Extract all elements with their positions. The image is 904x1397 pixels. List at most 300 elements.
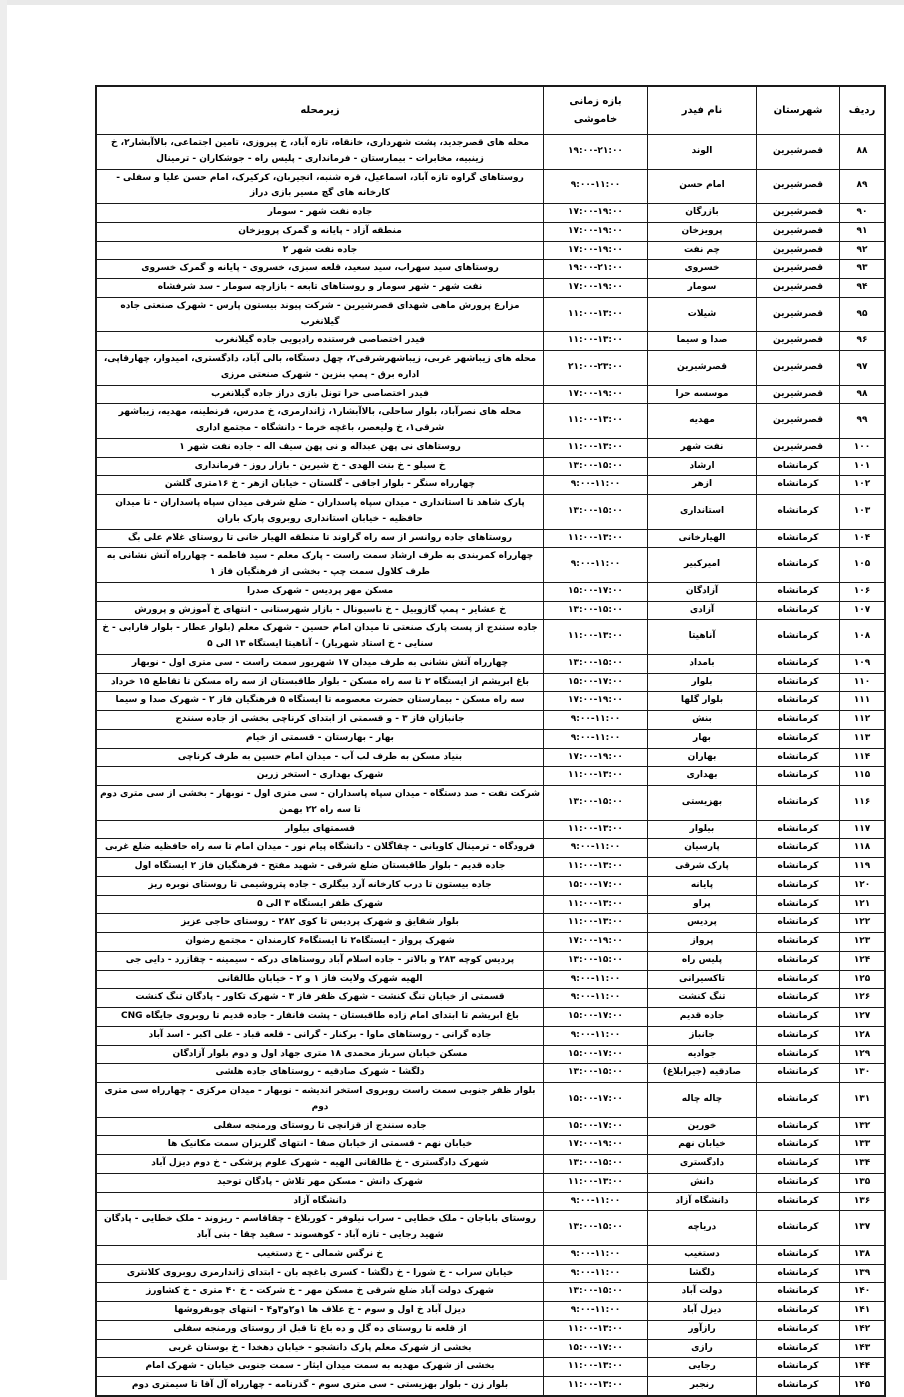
county-cell: قصرشیرین: [757, 351, 840, 386]
sub-neighborhood-cell: جاده قدیم - بلوار طاقبستان ضلع شرقی - شهید مفتح - فرهنگیان فاز ۲ ایستگاه اول: [96, 858, 544, 877]
feeder-name-cell: آناهیتا: [648, 620, 757, 655]
sub-neighborhood-cell: جاده گرانی - روستاهای ماوا - برکنار - گرانی - قلعه قباد - علی اکبر - اسد آباد: [96, 1026, 544, 1045]
sub-neighborhood-cell: شهرک دادگستری - خ طالقانی الهیه - شهرک علوم پزشکی - خ دوم دیزل آباد: [96, 1155, 544, 1174]
row-number-cell: ۱۱۲: [840, 711, 886, 730]
sub-neighborhood-cell: باغ ابریشم از ایستگاه ۲ تا سه راه مسکن - بلوار طاقبستان از سه راه مسکن تا تقاطع ۱۵ خرداد: [96, 673, 544, 692]
table-row: [96, 914, 885, 933]
row-number-cell: ۹۹: [840, 404, 886, 439]
table-row: [96, 933, 885, 952]
sub-neighborhood-cell: سه راه مسکن - بیمارستان حضرت معصومه تا ایستگاه ۵ فرهنگیان فاز ۲ - شهرک صدا و سیما: [96, 692, 544, 711]
feeder-name-cell: نفت شهر: [648, 438, 757, 457]
outage-time-cell: ۱۷:۰۰-۱۹:۰۰: [544, 241, 648, 260]
table-row: [96, 654, 885, 673]
county-cell: کرمانشاه: [757, 933, 840, 952]
table-row: [96, 970, 885, 989]
row-number-cell: ۱۴۵: [840, 1377, 886, 1396]
feeder-name-cell: پایانه: [648, 876, 757, 895]
row-number-cell: ۱۱۵: [840, 767, 886, 786]
outage-time-cell: ۱۳:۰۰-۱۵:۰۰: [544, 495, 648, 530]
row-number-cell: ۹۴: [840, 279, 886, 298]
sub-neighborhood-cell: پارک شاهد تا استانداری - میدان سپاه پاسداران - ضلع شرقی میدان سپاه پاسداران - تا میدان حافظیه - خیابان استانداری روبروی پارک باران: [96, 495, 544, 530]
outage-time-cell: ۱۱:۰۰-۱۳:۰۰: [544, 404, 648, 439]
feeder-name-cell: دولت آباد: [648, 1283, 757, 1302]
sub-neighborhood-cell: بلوار شقایق و شهرک پردیس تا کوی ۲۸۲ - روستای حاجی عزیز: [96, 914, 544, 933]
table-row: [96, 1083, 885, 1118]
outage-time-cell: ۹:۰۰-۱۱:۰۰: [544, 476, 648, 495]
county-cell: کرمانشاه: [757, 1320, 840, 1339]
feeder-name-cell: الوند: [648, 135, 757, 170]
outage-time-cell: ۹:۰۰-۱۱:۰۰: [544, 1192, 648, 1211]
county-cell: کرمانشاه: [757, 858, 840, 877]
county-cell: کرمانشاه: [757, 1283, 840, 1302]
table-row: [96, 204, 885, 223]
outage-time-cell: ۱۷:۰۰-۱۹:۰۰: [544, 1136, 648, 1155]
sub-neighborhood-cell: دیزل آباد خ اول و سوم - خ علاف ها ۱و۲و۳و۴ - انتهای چوبفروشها: [96, 1302, 544, 1321]
county-cell: کرمانشاه: [757, 692, 840, 711]
feeder-name-cell: رجایی: [648, 1358, 757, 1377]
table-row: [96, 895, 885, 914]
county-cell: کرمانشاه: [757, 1377, 840, 1396]
header-row: [96, 86, 885, 135]
county-cell: کرمانشاه: [757, 654, 840, 673]
sub-neighborhood-cell: روستاهای گراوه تازه آباد، اسماعیل، قره شنبه، انجیربان، کرکیرک، امام حسن علیا و سفلی - کارخانه های گچ مسیر بازی دراز: [96, 169, 544, 204]
feeder-name-cell: ازهر: [648, 476, 757, 495]
sub-neighborhood-cell: نفت شهر - شهر سومار و روستاهای تابعه - بازارچه سومار - سد شرفشاه: [96, 279, 544, 298]
table-row: [96, 1283, 885, 1302]
outage-time-cell: ۹:۰۰-۱۱:۰۰: [544, 1302, 648, 1321]
county-cell: کرمانشاه: [757, 786, 840, 821]
county-cell: کرمانشاه: [757, 914, 840, 933]
outage-time-cell: ۱۳:۰۰-۱۵:۰۰: [544, 601, 648, 620]
table-row: [96, 404, 885, 439]
sub-neighborhood-cell: خ عشایر - پمپ گازوییل - خ ناسیونال - بازار شهرستانی - انتهای خ آموزش و پرورش: [96, 601, 544, 620]
outage-time-cell: ۱۷:۰۰-۱۹:۰۰: [544, 748, 648, 767]
outage-time-cell: ۱۷:۰۰-۱۹:۰۰: [544, 204, 648, 223]
county-cell: قصرشیرین: [757, 260, 840, 279]
feeder-name-cell: دلگشا: [648, 1264, 757, 1283]
table-row: [96, 495, 885, 530]
row-number-cell: ۱۳۰: [840, 1064, 886, 1083]
row-number-cell: ۹۳: [840, 260, 886, 279]
table-row: [96, 767, 885, 786]
table-row: [96, 169, 885, 204]
table-row: [96, 222, 885, 241]
sub-neighborhood-cell: جاده بیستون تا درب کارخانه آرد بیگلری - جاده پتروشیمی تا روستای نوبره ریز: [96, 876, 544, 895]
county-cell: کرمانشاه: [757, 1358, 840, 1377]
row-number-cell: ۱۳۳: [840, 1136, 886, 1155]
sub-neighborhood-cell: شهرک پرواز - ایستگاه۲ تا ایستگاه۶ کارمندان - مجتمع رضوان: [96, 933, 544, 952]
table-row: [96, 601, 885, 620]
outage-time-cell: ۱۳:۰۰-۱۵:۰۰: [544, 1064, 648, 1083]
table-row: [96, 1064, 885, 1083]
outage-time-cell: ۱۱:۰۰-۱۳:۰۰: [544, 438, 648, 457]
feeder-name-cell: پلیس راه: [648, 951, 757, 970]
outage-time-cell: ۱۷:۰۰-۱۹:۰۰: [544, 385, 648, 404]
table-row: [96, 351, 885, 386]
sub-neighborhood-cell: بلوار زن - بلوار بهزیستی - سی متری سوم - گذرنامه - چهارراه آل آقا تا سیمتری دوم: [96, 1377, 544, 1396]
header-sub-neighborhood: زیرمحله: [96, 86, 544, 135]
page-edge-left: [0, 0, 7, 1280]
county-cell: قصرشیرین: [757, 297, 840, 332]
county-cell: کرمانشاه: [757, 876, 840, 895]
outage-time-cell: ۱۵:۰۰-۱۷:۰۰: [544, 1083, 648, 1118]
sub-neighborhood-cell: خ نرگس شمالی - خ دستغیب: [96, 1245, 544, 1264]
table-row: [96, 786, 885, 821]
county-cell: کرمانشاه: [757, 748, 840, 767]
county-cell: کرمانشاه: [757, 1083, 840, 1118]
county-cell: قصرشیرین: [757, 222, 840, 241]
table-row: [96, 1320, 885, 1339]
outage-time-cell: ۱۳:۰۰-۱۵:۰۰: [544, 951, 648, 970]
county-cell: قصرشیرین: [757, 279, 840, 298]
county-cell: کرمانشاه: [757, 1136, 840, 1155]
feeder-name-cell: صدا و سیما: [648, 332, 757, 351]
table-row: [96, 1155, 885, 1174]
table-body: [96, 135, 885, 1396]
sub-neighborhood-cell: روستاهای نی پهن عبداله و نی پهن سیف اله - جاده نفت شهر ۱: [96, 438, 544, 457]
county-cell: کرمانشاه: [757, 951, 840, 970]
table-row: [96, 820, 885, 839]
row-number-cell: ۱۰۰: [840, 438, 886, 457]
table-row: [96, 711, 885, 730]
sub-neighborhood-cell: دانشگاه آزاد: [96, 1192, 544, 1211]
row-number-cell: ۸۸: [840, 135, 886, 170]
outage-time-cell: ۱۵:۰۰-۱۷:۰۰: [544, 582, 648, 601]
table-row: [96, 1302, 885, 1321]
sub-neighborhood-cell: بهار - بهارستان - قسمتی از خیام: [96, 729, 544, 748]
county-cell: کرمانشاه: [757, 1264, 840, 1283]
table-row: [96, 1245, 885, 1264]
feeder-name-cell: قصرشیرین: [648, 351, 757, 386]
outage-time-cell: ۱۱:۰۰-۱۳:۰۰: [544, 858, 648, 877]
row-number-cell: ۱۲۴: [840, 951, 886, 970]
row-number-cell: ۱۳۲: [840, 1117, 886, 1136]
county-cell: کرمانشاه: [757, 1045, 840, 1064]
row-number-cell: ۱۴۲: [840, 1320, 886, 1339]
row-number-cell: ۱۳۹: [840, 1264, 886, 1283]
county-cell: کرمانشاه: [757, 529, 840, 548]
county-cell: کرمانشاه: [757, 970, 840, 989]
outage-time-cell: ۱۱:۰۰-۱۳:۰۰: [544, 1173, 648, 1192]
county-cell: قصرشیرین: [757, 385, 840, 404]
outage-time-cell: ۹:۰۰-۱۱:۰۰: [544, 839, 648, 858]
sub-neighborhood-cell: روستاهای سید سهراب، سید سعید، قلعه سبزی، خسروی - پایانه و گمرک خسروی: [96, 260, 544, 279]
outage-time-cell: ۱۱:۰۰-۱۳:۰۰: [544, 895, 648, 914]
row-number-cell: ۱۲۲: [840, 914, 886, 933]
sub-neighborhood-cell: باغ ابریشم تا ابتدای امام زاده طاقبستان - پشت فانفار - جاده قدیم تا روبروی جایگاه CNG: [96, 1008, 544, 1027]
sub-neighborhood-cell: پردیس کوچه ۲۸۳ و بالاتر - جاده اسلام آباد روستاهای درکه - سیمینه - چقازرد - دایی جی: [96, 951, 544, 970]
feeder-name-cell: پردیس: [648, 914, 757, 933]
feeder-name-cell: امیرکبیر: [648, 548, 757, 583]
row-number-cell: ۱۳۱: [840, 1083, 886, 1118]
outage-time-cell: ۱۵:۰۰-۱۷:۰۰: [544, 1045, 648, 1064]
outage-time-cell: ۱۳:۰۰-۱۵:۰۰: [544, 1211, 648, 1246]
feeder-name-cell: ارشاد: [648, 457, 757, 476]
county-cell: کرمانشاه: [757, 495, 840, 530]
row-number-cell: ۱۴۳: [840, 1339, 886, 1358]
table-row: [96, 620, 885, 655]
outage-time-cell: ۹:۰۰-۱۱:۰۰: [544, 548, 648, 583]
sub-neighborhood-cell: فیدر اختصاصی فرستنده رادیویی جاده گیلانغرب: [96, 332, 544, 351]
sub-neighborhood-cell: الهیه شهرک ولایت فاز ۱ و ۲ - خیابان طالقانی: [96, 970, 544, 989]
sub-neighborhood-cell: خیابان نهم - قسمتی از خیابان صفا - انتهای گلریزان سمت مکانیک ها: [96, 1136, 544, 1155]
county-cell: کرمانشاه: [757, 1302, 840, 1321]
sub-neighborhood-cell: شرکت نفت - صد دستگاه - میدان سپاه پاسداران - سی متری اول - نوبهار - بخشی از سی متری دوم تا سه راه ۲۲ بهمن: [96, 786, 544, 821]
outage-time-cell: ۱۵:۰۰-۱۷:۰۰: [544, 1008, 648, 1027]
table-row: [96, 1339, 885, 1358]
row-number-cell: ۱۳۶: [840, 1192, 886, 1211]
outage-time-cell: ۹:۰۰-۱۱:۰۰: [544, 1245, 648, 1264]
outage-time-cell: ۹:۰۰-۱۱:۰۰: [544, 169, 648, 204]
row-number-cell: ۱۱۶: [840, 786, 886, 821]
sub-neighborhood-cell: محله های زیباشهر غربی، زیباشهرشرقی۲، چهل دستگاه، بالی آباد، دادگستری، امیدوار، چهارقاپی، اداره برق - پمپ بنزین - شهرک صنعتی مرزی: [96, 351, 544, 386]
outage-time-cell: ۱۱:۰۰-۱۳:۰۰: [544, 914, 648, 933]
outage-time-cell: ۹:۰۰-۱۱:۰۰: [544, 1264, 648, 1283]
feeder-name-cell: پرویزخان: [648, 222, 757, 241]
row-number-cell: ۹۸: [840, 385, 886, 404]
row-number-cell: ۱۴۰: [840, 1283, 886, 1302]
outage-time-cell: ۲۱:۰۰-۲۳:۰۰: [544, 351, 648, 386]
county-cell: کرمانشاه: [757, 601, 840, 620]
sub-neighborhood-cell: بنیاد مسکن به طرف لب آب - میدان امام حسین به طرف کرناچی: [96, 748, 544, 767]
table-row: [96, 951, 885, 970]
sub-neighborhood-cell: خ سیلو - خ بنت الهدی - خ شیرین - بازار روز - فرمانداری: [96, 457, 544, 476]
row-number-cell: ۹۰: [840, 204, 886, 223]
sub-neighborhood-cell: مسکن مهر پردیس - شهرک صدرا: [96, 582, 544, 601]
outage-time-cell: ۱۳:۰۰-۱۵:۰۰: [544, 786, 648, 821]
sub-neighborhood-cell: از قلعه تا روستای ده گل و ده باغ تا قبل از روستای ورمنجه سفلی: [96, 1320, 544, 1339]
outage-time-cell: ۱۳:۰۰-۱۵:۰۰: [544, 654, 648, 673]
sub-neighborhood-cell: خیابان سراب - خ شورا - خ دلگشا - کسری باغچه بان - ابتدای ژاندارمری روبروی کلانتری: [96, 1264, 544, 1283]
county-cell: قصرشیرین: [757, 241, 840, 260]
feeder-name-cell: رازی: [648, 1339, 757, 1358]
feeder-name-cell: بامداد: [648, 654, 757, 673]
table-row: [96, 1211, 885, 1246]
table-row: [96, 1136, 885, 1155]
county-cell: کرمانشاه: [757, 895, 840, 914]
row-number-cell: ۱۲۷: [840, 1008, 886, 1027]
sub-neighborhood-cell: محله های نصرآباد، بلوار ساحلی، بالاآبشار۱، ژاندارمری، خ مدرس، قرنطینه، مهدیه، زیباشهر شرقی۱، خ ولیعصر، باغچه خرما - دانشگاه - مجتمع اداری: [96, 404, 544, 439]
row-number-cell: ۱۰۶: [840, 582, 886, 601]
outage-time-cell: ۱۷:۰۰-۱۹:۰۰: [544, 933, 648, 952]
table-row: [96, 1026, 885, 1045]
table-row: [96, 839, 885, 858]
county-cell: کرمانشاه: [757, 1155, 840, 1174]
table-row: [96, 279, 885, 298]
row-number-cell: ۹۶: [840, 332, 886, 351]
outage-time-cell: ۹:۰۰-۱۱:۰۰: [544, 711, 648, 730]
header-feeder-name: نام فیدر: [648, 86, 757, 135]
county-cell: کرمانشاه: [757, 989, 840, 1008]
outage-time-cell: ۱۵:۰۰-۱۷:۰۰: [544, 673, 648, 692]
feeder-name-cell: مهدیه: [648, 404, 757, 439]
feeder-name-cell: سومار: [648, 279, 757, 298]
header-row-number: ردیف: [840, 86, 886, 135]
table-row: [96, 260, 885, 279]
feeder-name-cell: جانباز: [648, 1026, 757, 1045]
table-row: [96, 1117, 885, 1136]
county-cell: کرمانشاه: [757, 729, 840, 748]
row-number-cell: ۱۳۷: [840, 1211, 886, 1246]
feeder-name-cell: الهیارخانی: [648, 529, 757, 548]
county-cell: قصرشیرین: [757, 135, 840, 170]
row-number-cell: ۱۰۱: [840, 457, 886, 476]
sub-neighborhood-cell: جاده نفت شهر ۲: [96, 241, 544, 260]
sub-neighborhood-cell: بخشی از شهرک معلم پارک دانشجو - خیابان دهخدا - خ بوستان غربی: [96, 1339, 544, 1358]
outage-time-cell: ۹:۰۰-۱۱:۰۰: [544, 1026, 648, 1045]
feeder-name-cell: بهار: [648, 729, 757, 748]
row-number-cell: ۱۱۹: [840, 858, 886, 877]
sub-neighborhood-cell: جانبازان فاز ۳ - و قسمتی از ابتدای کرناچی بخشی از جاده سنندج: [96, 711, 544, 730]
table-row: [96, 692, 885, 711]
sub-neighborhood-cell: روستای باباجان - ملک خطایی - سراب نیلوفر - کوربلاغ - چقاقاسم - ریزوند - ملک خطایی - پادگان شهید رجایی - تازه آباد - کوهسوند - سفید چقا - بنی آباد: [96, 1211, 544, 1246]
county-cell: کرمانشاه: [757, 767, 840, 786]
row-number-cell: ۱۰۸: [840, 620, 886, 655]
sub-neighborhood-cell: چهارراه سنگر - بلوار اجاقی - گلستان - خیابان ازهر - خ ۱۶متری گلشن: [96, 476, 544, 495]
feeder-name-cell: چم نفت: [648, 241, 757, 260]
row-number-cell: ۱۳۵: [840, 1173, 886, 1192]
feeder-name-cell: رنجبر: [648, 1377, 757, 1396]
row-number-cell: ۱۰۴: [840, 529, 886, 548]
county-cell: کرمانشاه: [757, 820, 840, 839]
county-cell: کرمانشاه: [757, 711, 840, 730]
sub-neighborhood-cell: چهارراه کمربندی به طرف ارشاد سمت راست - پارک معلم - سید فاطمه - چهارراه آتش نشانی به طرف کلاول سمت چپ - بخشی از فرهنگیان فاز ۱: [96, 548, 544, 583]
table-row: [96, 876, 885, 895]
county-cell: قصرشیرین: [757, 169, 840, 204]
feeder-name-cell: جوادیه: [648, 1045, 757, 1064]
table-row: [96, 729, 885, 748]
feeder-name-cell: صادقیه (جیرابلاغ): [648, 1064, 757, 1083]
row-number-cell: ۹۷: [840, 351, 886, 386]
table-row: [96, 241, 885, 260]
header-outage-time: بازه زمانی خاموشی: [544, 86, 648, 135]
outage-time-cell: ۱۳:۰۰-۱۵:۰۰: [544, 1283, 648, 1302]
county-cell: قصرشیرین: [757, 204, 840, 223]
row-number-cell: ۹۵: [840, 297, 886, 332]
sub-neighborhood-cell: محله های قصرجدید، پشت شهرداری، خانقاه، تازه آباد، خ پیروزی، تامین اجتماعی، بالاآبشار۲، خ زینبیه، مخابرات - بیمارستان - فرمانداری - پلیس راه - جوشکاران - ترمینال: [96, 135, 544, 170]
feeder-name-cell: آزادی: [648, 601, 757, 620]
row-number-cell: ۱۱۷: [840, 820, 886, 839]
outage-time-cell: ۱۱:۰۰-۱۳:۰۰: [544, 332, 648, 351]
table-row: [96, 385, 885, 404]
table-row: [96, 332, 885, 351]
sub-neighborhood-cell: قسمتی از خیابان تنگ کنشت - شهرک ظفر فاز ۳ - شهرک تکاور - پادگان تنگ کنشت: [96, 989, 544, 1008]
sub-neighborhood-cell: دلگشا - شهرک صادقیه - روستاهای جاده هلشی: [96, 1064, 544, 1083]
table-row: [96, 1045, 885, 1064]
feeder-name-cell: دستغیب: [648, 1245, 757, 1264]
sub-neighborhood-cell: فیدر اختصاصی حرا تونل بازی دراز جاده گیلانغرب: [96, 385, 544, 404]
county-cell: کرمانشاه: [757, 1211, 840, 1246]
table-row: [96, 476, 885, 495]
feeder-name-cell: بازرگان: [648, 204, 757, 223]
county-cell: کرمانشاه: [757, 1173, 840, 1192]
sub-neighborhood-cell: فرودگاه - ترمینال کاویانی - چقاگلان - دانشگاه پیام نور - میدان امام تا سه راه حافظیه ضلع غربی: [96, 839, 544, 858]
row-number-cell: ۹۱: [840, 222, 886, 241]
outage-time-cell: ۱۱:۰۰-۱۳:۰۰: [544, 620, 648, 655]
row-number-cell: ۱۱۱: [840, 692, 886, 711]
row-number-cell: ۱۲۹: [840, 1045, 886, 1064]
sub-neighborhood-cell: شهرک دولت آباد ضلع شرقی خ مسکن مهر - خ شرکت - خ ۴۰ متری - خ کشاورز: [96, 1283, 544, 1302]
feeder-name-cell: بهداری: [648, 767, 757, 786]
page-edge-top: [0, 0, 904, 5]
county-cell: قصرشیرین: [757, 438, 840, 457]
county-cell: کرمانشاه: [757, 1339, 840, 1358]
outage-time-cell: ۱۳:۰۰-۱۵:۰۰: [544, 1155, 648, 1174]
table-row: [96, 858, 885, 877]
feeder-name-cell: دیزل آباد: [648, 1302, 757, 1321]
feeder-name-cell: پراو: [648, 895, 757, 914]
table-row: [96, 673, 885, 692]
table-row: [96, 582, 885, 601]
feeder-name-cell: بهزیستی: [648, 786, 757, 821]
sub-neighborhood-cell: بخشی از شهرک مهدیه به سمت میدان ایثار - سمت جنوبی خیابان - شهرک امام: [96, 1358, 544, 1377]
table-row: [96, 1173, 885, 1192]
feeder-name-cell: دانش: [648, 1173, 757, 1192]
sub-neighborhood-cell: شهرک بهداری - استخر زرین: [96, 767, 544, 786]
table-row: [96, 748, 885, 767]
row-number-cell: ۱۱۸: [840, 839, 886, 858]
sub-neighborhood-cell: شهرک دانش - مسکن مهر تلاش - پادگان توحید: [96, 1173, 544, 1192]
row-number-cell: ۱۰۵: [840, 548, 886, 583]
table-row: [96, 548, 885, 583]
outage-time-cell: ۹:۰۰-۱۱:۰۰: [544, 970, 648, 989]
sub-neighborhood-cell: جاده نفت شهر - سومار: [96, 204, 544, 223]
row-number-cell: ۱۱۰: [840, 673, 886, 692]
outage-time-cell: ۱۵:۰۰-۱۷:۰۰: [544, 1117, 648, 1136]
outage-time-cell: ۹:۰۰-۱۱:۰۰: [544, 729, 648, 748]
feeder-name-cell: دریاچه: [648, 1211, 757, 1246]
table-row: [96, 1358, 885, 1377]
feeder-name-cell: بنش: [648, 711, 757, 730]
county-cell: کرمانشاه: [757, 1192, 840, 1211]
row-number-cell: ۱۲۶: [840, 989, 886, 1008]
outage-time-cell: ۱۱:۰۰-۱۳:۰۰: [544, 529, 648, 548]
outage-time-cell: ۱۱:۰۰-۱۳:۰۰: [544, 1377, 648, 1396]
row-number-cell: ۱۳۸: [840, 1245, 886, 1264]
table-row: [96, 1008, 885, 1027]
feeder-name-cell: پارک شرقی: [648, 858, 757, 877]
feeder-name-cell: چاله چاله: [648, 1083, 757, 1118]
outage-time-cell: ۱۷:۰۰-۱۹:۰۰: [544, 692, 648, 711]
feeder-name-cell: پارسیان: [648, 839, 757, 858]
outage-time-cell: ۱۹:۰۰-۲۱:۰۰: [544, 260, 648, 279]
outage-time-cell: ۱۱:۰۰-۱۳:۰۰: [544, 1320, 648, 1339]
feeder-name-cell: دانشگاه آزاد: [648, 1192, 757, 1211]
feeder-name-cell: بهاران: [648, 748, 757, 767]
feeder-name-cell: امام حسن: [648, 169, 757, 204]
row-number-cell: ۱۲۳: [840, 933, 886, 952]
outage-time-cell: ۱۱:۰۰-۱۳:۰۰: [544, 820, 648, 839]
row-number-cell: ۱۰۲: [840, 476, 886, 495]
county-cell: کرمانشاه: [757, 548, 840, 583]
row-number-cell: ۱۰۹: [840, 654, 886, 673]
table-row: [96, 457, 885, 476]
sub-neighborhood-cell: روستاهای جاده روانسر از سه راه گراوند تا منطقه الهیار خانی تا روستای غلام علی بگ: [96, 529, 544, 548]
row-number-cell: ۱۴۱: [840, 1302, 886, 1321]
row-number-cell: ۱۱۴: [840, 748, 886, 767]
feeder-name-cell: جاده قدیم: [648, 1008, 757, 1027]
feeder-name-cell: رازآور: [648, 1320, 757, 1339]
outage-time-cell: ۱۱:۰۰-۱۳:۰۰: [544, 297, 648, 332]
feeder-name-cell: موسسه حرا: [648, 385, 757, 404]
county-cell: قصرشیرین: [757, 332, 840, 351]
sub-neighborhood-cell: چهارراه آتش نشانی به طرف میدان ۱۷ شهریور سمت راست - سی متری اول - نوبهار: [96, 654, 544, 673]
header-county: شهرستان: [757, 86, 840, 135]
feeder-name-cell: استانداری: [648, 495, 757, 530]
county-cell: کرمانشاه: [757, 1245, 840, 1264]
table-row: [96, 297, 885, 332]
sub-neighborhood-cell: مسکن خیابان سرباز محمدی ۱۸ متری جهاد اول و دوم بلوار آزادگان: [96, 1045, 544, 1064]
